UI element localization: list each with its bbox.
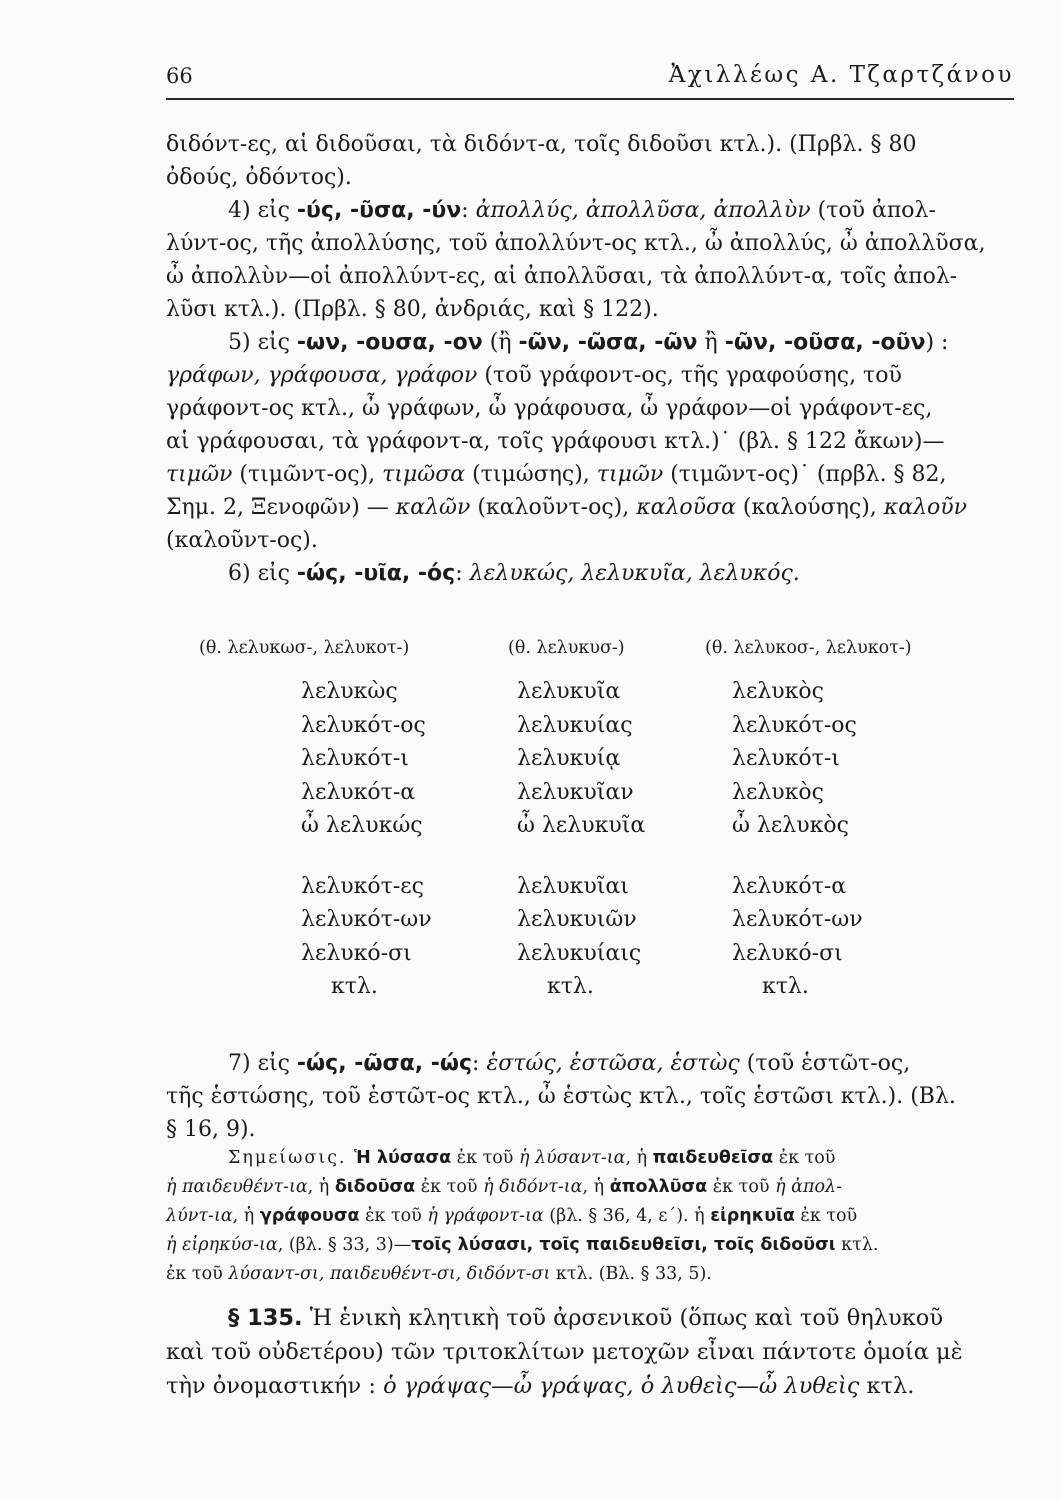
note-line: ἡ παιδευθέντ-ια, ἡ διδοῦσα ἐκ τοῦ ἡ διδόντ-ια, ἡ ἀπολλῦσα ἐκ τοῦ ἡ ἀπολ- xyxy=(166,1177,842,1197)
paradigm-form: λελυκὼς xyxy=(301,679,398,704)
text-line: (καλοῦντ-ος). xyxy=(166,528,318,553)
paradigm-form: λελυκὸς xyxy=(732,679,824,704)
text-line: γράφοντ-ος κτλ., ὦ γράφων, ὦ γράφουσα, ὦ γράφον—οἱ γράφοντ-ες, xyxy=(166,396,933,421)
text-line: Σημ. 2, Ξενοφῶν) — καλῶν (καλοῦντ-ος), καλοῦσα (καλούσης), καλοῦν xyxy=(166,495,968,520)
paradigm-form: λελυκυιῶν xyxy=(517,907,637,932)
paradigm-column-neuter xyxy=(732,675,863,1004)
paradigm-form: λελυκότ-ι xyxy=(732,746,840,771)
paradigm-form: λελυκυῖα xyxy=(517,679,621,704)
paragraph-section-135 xyxy=(166,1301,1016,1403)
stem-label-neut: (θ. λελυκοσ-, λελυκοτ-) xyxy=(705,638,912,658)
page-header xyxy=(166,60,1014,100)
paradigm-form: λελυκότ-ι xyxy=(301,746,409,771)
paradigm-form: λελυκυῖαι xyxy=(517,873,629,899)
paradigm-etc: κτλ. xyxy=(547,974,594,999)
note-line: ἡ εἰρηκύσ-ια, (βλ. § 33, 3)—τοῖς λύσασι, τοῖς παιδευθεῖσι, τοῖς διδοῦσι κτλ. xyxy=(166,1235,879,1255)
note-block xyxy=(166,1144,1016,1289)
text-line: τῆς ἑστώσης, τοῦ ἑστῶτ-ος κτλ., ὦ ἑστὼς κτλ., τοῖς ἑστῶσι κτλ.). (Βλ. xyxy=(166,1084,956,1109)
paradigm-form: λελυκό-σι xyxy=(301,940,412,966)
text-line: διδόντ-ες, αἱ διδοῦσαι, τὰ διδόντ-α, τοῖς διδοῦσι κτλ.). (Πρβλ. § 80 xyxy=(166,132,917,157)
paradigm-etc: κτλ. xyxy=(331,974,378,999)
paradigm-form: λελυκό-σι xyxy=(732,940,843,966)
section-4-heading: 4) εἰς -ύς, -ῦσα, -ύν: ἀπολλύς, ἀπολλῦσα, ἀπολλὺν (τοῦ ἀπολ- xyxy=(228,198,936,223)
section-7-heading: 7) εἰς -ώς, -ῶσα, -ώς: ἑστώς, ἑστῶσα, ἑστὼς (τοῦ ἑστῶτ-ος, xyxy=(228,1051,911,1076)
paradigm-column-masculine xyxy=(301,675,432,1004)
text-line: λῦσι κτλ.). (Πρβλ. § 80, ἀνδριάς, καὶ § 122). xyxy=(166,297,659,322)
paradigm-form: λελυκότ-ος xyxy=(732,712,857,738)
stem-label-masc: (θ. λελυκωσ-, λελυκοτ-) xyxy=(199,638,410,658)
paradigm-form: λελυκυίας xyxy=(517,712,633,738)
text-line: § 16, 9). xyxy=(166,1117,256,1142)
section-135-heading: § 135. Ἡ ἑνικὴ κλητικὴ τοῦ ἀρσενικοῦ (ὅπως καὶ τοῦ θηλυκοῦ xyxy=(228,1305,943,1331)
page-number: 66 xyxy=(166,64,193,88)
paradigm-form: λελυκότ-α xyxy=(301,779,416,805)
paradigm-form: ὦ λελυκώς xyxy=(301,813,423,838)
paradigm-form: λελυκότ-ων xyxy=(732,907,863,932)
text-line: τιμῶν (τιμῶντ-ος), τιμῶσα (τιμώσης), τιμῶν (τιμῶντ-ος)˙ (πρβλ. § 82, xyxy=(166,462,947,487)
text-line: γράφων, γράφουσα, γράφον (τοῦ γράφοντ-ος, τῆς γραφούσης, τοῦ xyxy=(166,363,902,388)
paradigm-form: λελυκότ-ων xyxy=(301,907,432,932)
paradigm-form: ὦ λελυκὸς xyxy=(732,813,849,838)
paradigm-column-feminine xyxy=(517,675,645,1004)
note-line: λύντ-ια, ἡ γράφουσα ἐκ τοῦ ἡ γράφοντ-ια (βλ. § 36, 4, ε΄). ἡ εἰρηκυῖα ἐκ τοῦ xyxy=(166,1206,858,1226)
paradigm-form: λελυκυῖαν xyxy=(517,779,634,805)
paradigm-form: λελυκυίᾳ xyxy=(517,746,621,771)
section-6-heading: 6) εἰς -ώς, -υῖα, -ός: λελυκώς, λελυκυῖα, λελυκός. xyxy=(228,561,800,586)
text-line: τὴν ὀνομαστικήν : ὁ γράψας—ὦ γράψας, ὁ λυθεὶς—ὦ λυθεὶς κτλ. xyxy=(166,1373,915,1399)
paradigm-form: λελυκότ-ος xyxy=(301,712,426,738)
paradigm-form: λελυκότ-α xyxy=(732,873,847,899)
text-line: λύντ-ος, τῆς ἀπολλύσης, τοῦ ἀπολλύντ-ος κτλ., ὦ ἀπολλύς, ὦ ἀπολλῦσα, xyxy=(166,231,986,256)
note-line: ἐκ τοῦ λύσαντ-σι, παιδευθέντ-σι, διδόντ-σι κτλ. (Βλ. § 33, 5). xyxy=(166,1264,712,1284)
text-line: ὀδούς, ὀδόντος). xyxy=(166,165,352,190)
paradigm-etc: κτλ. xyxy=(762,974,809,999)
stem-label-fem: (θ. λελυκυσ-) xyxy=(508,638,625,658)
paradigm-form: λελυκότ-ες xyxy=(301,873,424,899)
paradigm-form: λελυκυίαις xyxy=(517,940,642,966)
paragraph-section-7 xyxy=(166,1047,1016,1146)
note-line: Σημείωσις. Ἡ λύσασα ἐκ τοῦ ἡ λύσαντ-ια, ἡ παιδευθεῖσα ἐκ τοῦ xyxy=(228,1148,836,1168)
paradigm-form: λελυκὸς xyxy=(732,779,824,805)
running-title: Ἀχιλλέως Α. Τζαρτζάνου xyxy=(668,62,1014,88)
paragraph-sections-3-6 xyxy=(166,128,1016,590)
text-line: ὦ ἀπολλὺν—οἱ ἀπολλύντ-ες, αἱ ἀπολλῦσαι, τὰ ἀπολλύντ-α, τοῖς ἀπολ- xyxy=(166,264,958,289)
text-line: αἱ γράφουσαι, τὰ γράφοντ-α, τοῖς γράφουσι κτλ.)˙ (βλ. § 122 ἄκων)— xyxy=(166,429,945,454)
header-rule xyxy=(166,98,1014,100)
paradigm-form: ὦ λελυκυῖα xyxy=(517,813,646,838)
section-5-heading: 5) εἰς -ων, -ουσα, -ον (ἢ -ῶν, -ῶσα, -ῶν ἢ -ῶν, -οῦσα, -οῦν) : xyxy=(228,330,949,355)
text-line: καὶ τοῦ οὐδετέρου) τῶν τριτοκλίτων μετοχῶν εἶναι πάντοτε ὁμοία μὲ xyxy=(166,1339,963,1365)
